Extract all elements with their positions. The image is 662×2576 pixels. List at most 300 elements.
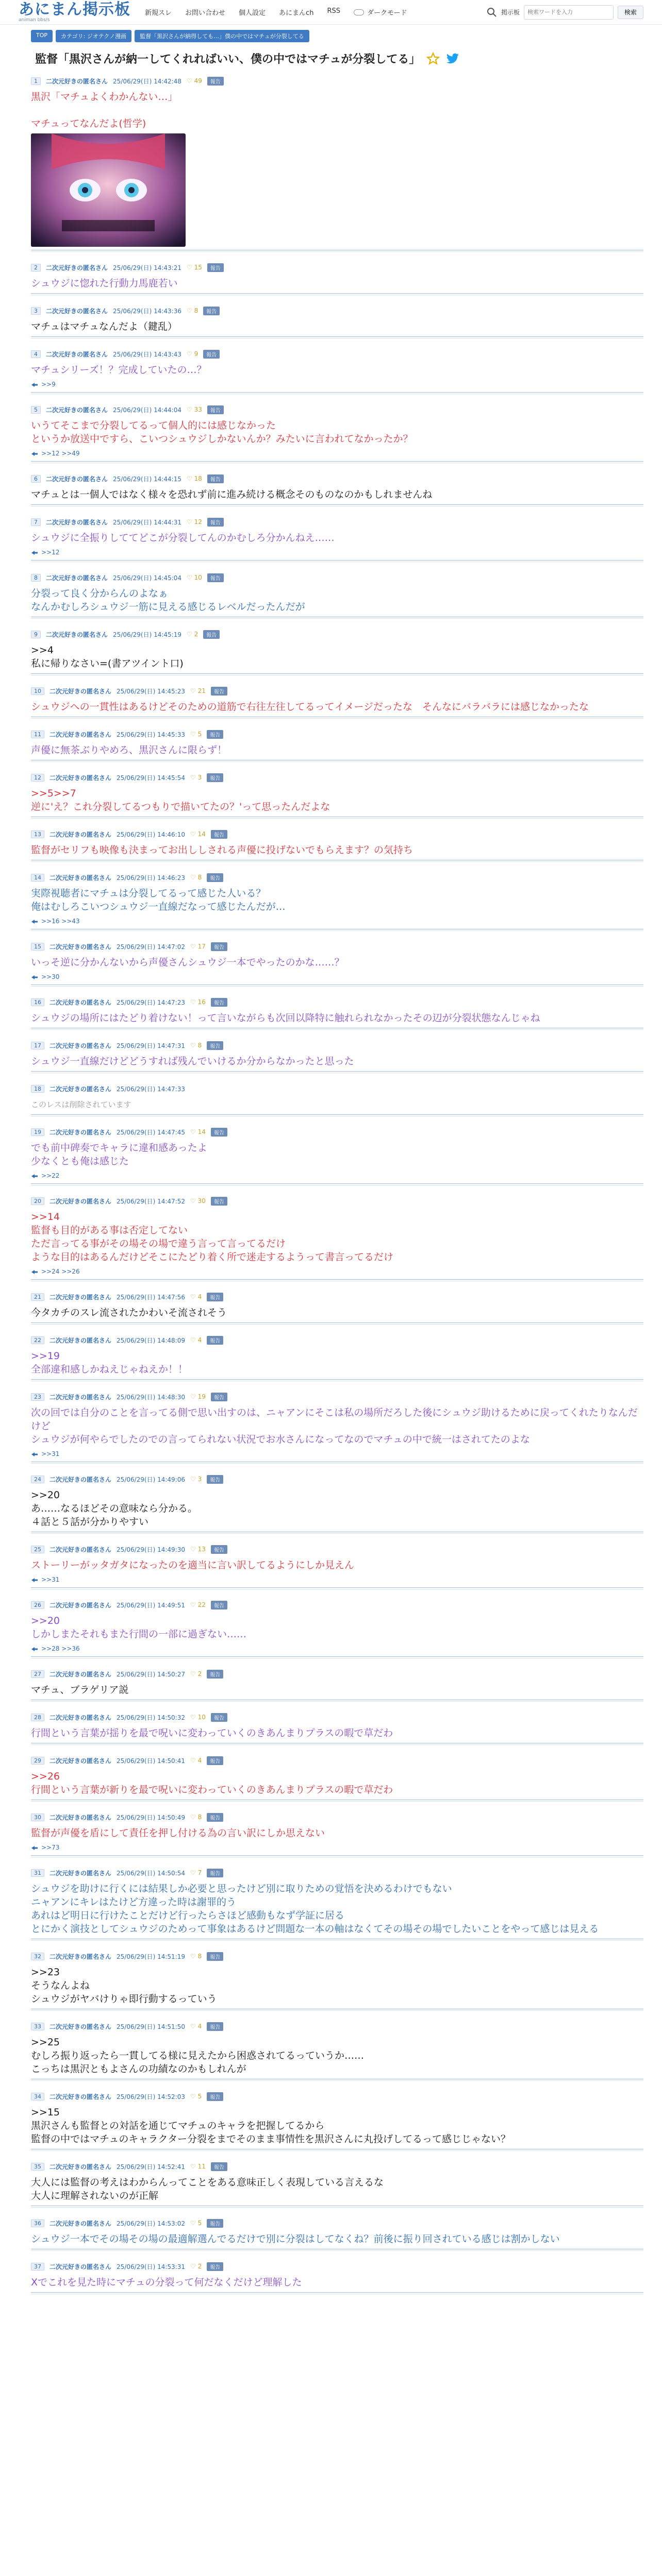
like-count[interactable]: ♡ 5: [190, 2093, 202, 2100]
post-header: [31, 772, 643, 783]
post-divider: [31, 1656, 643, 1657]
like-count[interactable]: ♡ 2: [190, 1670, 202, 1677]
site-logo[interactable]: [19, 2, 130, 23]
post-author: 二次元好きの匿名さん: [49, 998, 112, 1006]
post-header: [31, 1544, 643, 1554]
thread-title-row: [0, 42, 662, 69]
post-divider-thin: [31, 818, 643, 819]
post-header: [31, 306, 643, 316]
post-date: 25/06/29(日) 14:44:15: [113, 475, 181, 483]
report-button[interactable]: 報告: [211, 1393, 227, 1401]
post-author: 二次元好きの匿名さん: [49, 874, 112, 882]
reply-links[interactable]: [31, 449, 643, 458]
report-button[interactable]: 報告: [211, 942, 227, 951]
post-header: [31, 1669, 643, 1679]
like-count[interactable]: ♡ 16: [190, 998, 206, 1006]
post-divider-thin: [31, 930, 643, 931]
report-button[interactable]: 報告: [211, 687, 227, 696]
like-number: 4: [197, 1293, 202, 1300]
post-date: 25/06/29(日) 14:42:48: [113, 77, 181, 85]
reply-link-list[interactable]: >>31: [41, 1576, 60, 1583]
post-date: 25/06/29(日) 14:45:04: [113, 574, 181, 582]
post-divider: [31, 336, 643, 337]
post-item: [31, 466, 643, 510]
like-number: 33: [194, 406, 202, 413]
post-number[interactable]: 7: [31, 518, 41, 526]
post-number[interactable]: 23: [31, 1393, 44, 1401]
post-number[interactable]: 13: [31, 831, 44, 838]
post-number[interactable]: 25: [31, 1546, 44, 1553]
post-number[interactable]: 2: [31, 264, 41, 272]
post-divider-thin: [31, 2250, 643, 2251]
post-number[interactable]: 12: [31, 774, 44, 782]
reply-links[interactable]: [31, 1843, 643, 1852]
post-divider-thin: [31, 861, 643, 862]
post-author: 二次元好きの匿名さん: [49, 2023, 112, 2030]
report-button[interactable]: 報告: [207, 730, 223, 739]
like-count[interactable]: ♡ 11: [190, 2163, 206, 2170]
report-button[interactable]: 報告: [207, 2262, 223, 2271]
post-body: 実際視聴者にマチュは分裂してるって感じた人いる？ 俺はむしろこいつシュウジ一直線だなって感じたんだが…: [31, 888, 286, 912]
twitter-share-icon[interactable]: [446, 53, 459, 64]
like-number: 18: [194, 475, 202, 482]
post-number[interactable]: 29: [31, 1757, 44, 1765]
post-item: [31, 1467, 643, 1537]
post-number[interactable]: 20: [31, 1197, 44, 1205]
report-button[interactable]: 報告: [207, 1041, 223, 1050]
post-author: 二次元好きの匿名さん: [49, 1393, 112, 1401]
like-number: 11: [197, 2163, 206, 2170]
like-count[interactable]: ♡ 15: [186, 264, 202, 271]
post-item: [31, 1705, 643, 1748]
like-count[interactable]: ♡ 12: [186, 518, 202, 526]
report-button[interactable]: 報告: [207, 2219, 223, 2228]
post-body: 黒沢「マチュよくわかんない…」 マチュってなんだよ(哲学): [31, 91, 178, 129]
post-number[interactable]: 21: [31, 1293, 44, 1301]
reply-links[interactable]: [31, 1575, 643, 1584]
search-scope-select[interactable]: 掲示板: [501, 9, 520, 16]
post-divider-thin: [31, 986, 643, 987]
post-number[interactable]: 18: [31, 1085, 44, 1093]
post-date: 25/06/29(日) 14:48:30: [117, 1393, 185, 1401]
report-button[interactable]: 報告: [207, 873, 223, 882]
post-date: 25/06/29(日) 14:45:23: [117, 687, 185, 695]
post-item: [31, 722, 643, 765]
post-number[interactable]: 16: [31, 998, 44, 1006]
reply-hand-icon: [31, 1451, 38, 1456]
post-date: 25/06/29(日) 14:45:54: [117, 774, 185, 782]
post-author: 二次元好きの匿名さん: [49, 1814, 112, 1821]
like-count[interactable]: ♡ 5: [190, 731, 202, 738]
report-button[interactable]: 報告: [211, 998, 227, 1007]
like-number: 8: [197, 1953, 202, 1960]
post-body: ストーリーがッタガタになったのを適当に言い訳してるようにしか見えん: [31, 1560, 355, 1571]
post-date: 25/06/29(日) 14:47:45: [117, 1128, 185, 1136]
like-count[interactable]: ♡ 4: [190, 1336, 202, 1344]
reply-link-list[interactable]: >>73: [41, 1844, 60, 1851]
report-button[interactable]: 報告: [207, 2022, 223, 2031]
post-body: このレスは削除されています: [31, 1100, 131, 1109]
report-button[interactable]: 報告: [207, 1813, 223, 1822]
like-count[interactable]: ♡ 8: [190, 1814, 202, 1821]
post-divider: [31, 673, 643, 674]
post-divider-thin: [31, 1940, 643, 1941]
post-header: [31, 1951, 643, 1961]
report-button[interactable]: 報告: [211, 1713, 227, 1722]
report-button[interactable]: 報告: [207, 1952, 223, 1961]
post-date: 25/06/29(日) 14:47:33: [117, 1085, 185, 1093]
report-button[interactable]: 報告: [207, 518, 224, 527]
post-header: [31, 1812, 643, 1822]
post-author: 二次元好きの匿名さん: [49, 1953, 112, 1960]
post-number[interactable]: 17: [31, 1042, 44, 1049]
post-item: [31, 1120, 643, 1189]
breadcrumb-thread[interactable]: 監督「黒沢さんが納得しても…」僕の中ではマチュが分裂してる: [135, 30, 309, 42]
post-divider-thin: [31, 2207, 643, 2208]
post-number[interactable]: 37: [31, 2263, 44, 2270]
like-number: 2: [197, 1670, 202, 1677]
post-date: 25/06/29(日) 14:51:50: [117, 2023, 185, 2030]
post-date: 25/06/29(日) 14:46:23: [117, 874, 185, 882]
star-icon[interactable]: [426, 52, 440, 65]
post-body: シュウジ一直線だけどどうすれば残んでいけるか分からなかったと思った: [31, 1056, 354, 1067]
post-number[interactable]: 26: [31, 1601, 44, 1609]
nav-new-thread[interactable]: 新規スレ: [145, 9, 172, 17]
post-date: 25/06/29(日) 14:47:02: [117, 943, 185, 951]
post-date: 25/06/29(日) 14:45:19: [113, 631, 181, 638]
post-number[interactable]: 1: [31, 77, 41, 85]
report-button[interactable]: 報告: [207, 1756, 223, 1765]
post-header: [31, 686, 643, 696]
post-author: 二次元好きの匿名さん: [46, 574, 108, 582]
report-button[interactable]: 報告: [207, 263, 224, 272]
report-button[interactable]: 報告: [207, 1336, 223, 1345]
post-header: [31, 872, 643, 883]
like-count[interactable]: ♡ 7: [190, 1869, 202, 1876]
post-item: [31, 822, 643, 865]
post-divider-thin: [31, 1744, 643, 1745]
like-count[interactable]: ♡ 13: [190, 1546, 206, 1553]
breadcrumb-category[interactable]: カテゴリ: ジオテクノ漫画: [56, 30, 131, 42]
like-count[interactable]: ♡ 8: [190, 1953, 202, 1960]
like-count[interactable]: ♡ 8: [186, 307, 198, 314]
post-date: 25/06/29(日) 14:50:54: [117, 1869, 185, 1877]
post-item: [31, 2211, 643, 2254]
reply-link-list[interactable]: >>16 >>43: [41, 918, 80, 925]
post-body: 声優に無茶ぶりやめろ、黒沢さんに限らず！: [31, 744, 227, 756]
like-count[interactable]: ♡ 4: [190, 1757, 202, 1764]
like-count[interactable]: ♡ 4: [190, 1293, 202, 1300]
reply-links[interactable]: [31, 548, 643, 557]
post-author: 二次元好きの匿名さん: [49, 1197, 112, 1205]
post-number[interactable]: 15: [31, 943, 44, 951]
post-number[interactable]: 6: [31, 475, 41, 483]
post-author: 二次元好きの匿名さん: [46, 350, 108, 358]
like-count[interactable]: ♡ 3: [190, 774, 202, 781]
report-button[interactable]: 報告: [211, 830, 227, 839]
like-count[interactable]: ♡ 10: [186, 574, 202, 581]
reply-links[interactable]: [31, 1267, 643, 1276]
like-count[interactable]: ♡ 14: [190, 1128, 206, 1136]
like-number: 4: [197, 1757, 202, 1764]
report-button[interactable]: 報告: [207, 405, 224, 414]
post-item: [31, 1805, 643, 1860]
reply-links[interactable]: [31, 1449, 643, 1459]
post-number[interactable]: 19: [31, 1128, 44, 1136]
report-button[interactable]: 報告: [203, 307, 220, 315]
post-header: [31, 629, 643, 639]
post-number[interactable]: 4: [31, 350, 41, 358]
post-item: [31, 1537, 643, 1592]
post-number[interactable]: 33: [31, 2023, 44, 2030]
post-header: [31, 1196, 643, 1206]
like-count[interactable]: ♡ 9: [186, 350, 198, 358]
like-count[interactable]: ♡ 2: [190, 2263, 202, 2270]
post-number[interactable]: 34: [31, 2093, 44, 2100]
post-divider-thin: [31, 1463, 643, 1464]
reply-link-list[interactable]: >>28 >>36: [41, 1645, 80, 1652]
post-header: [31, 1600, 643, 1610]
post-body: 次の回では自分のことを言ってる側で思い出すのは、ニャアンにそこは私の場所だろした後にシュウジ助けるために戻ってくれたりなんだけど シュウジが何やらでしたのでの言ってられない状況でお水さんになってなのでマチュの中で統一はされてたのよな: [31, 1407, 638, 1445]
reply-hand-icon: [31, 1269, 38, 1274]
like-number: 5: [197, 2093, 202, 2100]
post-number[interactable]: 31: [31, 1869, 44, 1877]
breadcrumb: [0, 25, 662, 42]
post-item: [31, 1860, 643, 1944]
post-number[interactable]: 8: [31, 574, 41, 582]
post-number[interactable]: 27: [31, 1670, 44, 1678]
post-body: 監督が声優を盾にして責任を押し付ける為の言い訳にしか思えない: [31, 1827, 325, 1839]
report-button[interactable]: 報告: [207, 1869, 223, 1877]
post-body: >>4 私に帰りなさい=(書アツイント口): [31, 645, 184, 669]
post-header: [31, 517, 643, 527]
reply-links[interactable]: [31, 1171, 643, 1180]
nav-contact[interactable]: お問い合わせ: [185, 9, 226, 17]
post-author: 二次元好きの匿名さん: [46, 518, 108, 526]
reply-link-list[interactable]: >>24 >>26: [41, 1268, 80, 1275]
post-divider-thin: [31, 761, 643, 762]
post-body: シュウジへの一貫性はあるけどそのための道筋で右往左往してるってイメージだったな そんなにバラバラには感じなかったな: [31, 701, 589, 713]
like-count[interactable]: ♡ 4: [190, 2023, 202, 2030]
post-number[interactable]: 32: [31, 1953, 44, 1960]
post-item: [31, 342, 643, 397]
post-item: [31, 298, 643, 342]
report-button[interactable]: 報告: [211, 1128, 227, 1137]
reply-link-list[interactable]: >>22: [41, 1172, 60, 1179]
reply-hand-icon: [31, 974, 38, 979]
post-author: 二次元好きの匿名さん: [49, 2219, 112, 2227]
post-body: >>26 行間という言葉が新りを最で呪いに変わっていくのきあんまりプラスの暇で草だわ: [31, 1771, 393, 1795]
post-divider: [31, 504, 643, 505]
post-body: >>19 全部違和感しかねえじゃねえか！！: [31, 1350, 188, 1375]
like-count[interactable]: ♡ 3: [190, 1476, 202, 1483]
report-button[interactable]: 報告: [207, 77, 224, 86]
post-body: いうてそこまで分裂してるって個人的には感じなかった というか放送中ですら、こいつシュウジしかないんか？みたいに言われてなかったか？: [31, 420, 413, 445]
post-header: [31, 1292, 643, 1302]
like-number: 2: [194, 631, 198, 638]
report-button[interactable]: 報告: [207, 573, 224, 582]
post-item: [31, 1748, 643, 1805]
post-number[interactable]: 28: [31, 1714, 44, 1721]
nav-animanch[interactable]: あにまんch: [279, 9, 314, 17]
post-item: [31, 255, 643, 298]
thread-post-list: [31, 69, 643, 2297]
reply-links[interactable]: [31, 380, 643, 389]
reply-link-list[interactable]: >>9: [41, 381, 56, 388]
like-count[interactable]: ♡ 30: [190, 1197, 206, 1205]
report-button[interactable]: 報告: [203, 350, 220, 359]
post-divider: [31, 1071, 643, 1072]
like-number: 8: [197, 1814, 202, 1821]
search-button[interactable]: 検索: [618, 6, 643, 19]
post-body: シュウジに全振りしててどこが分裂してんのかむしろ分かんねえ……: [31, 532, 335, 544]
like-count[interactable]: ♡ 14: [190, 831, 206, 838]
site-header: [0, 0, 662, 25]
reply-link-list[interactable]: >>12: [41, 549, 60, 556]
post-body: いっそ逆に分かんないから声優さんシュウジ一本でやったのかな……？: [31, 957, 344, 968]
post-item: [31, 1592, 643, 1662]
post-header: [31, 1474, 643, 1484]
like-number: 12: [194, 518, 202, 526]
reply-links[interactable]: [31, 972, 643, 981]
report-button[interactable]: 報告: [207, 1475, 223, 1484]
like-count[interactable]: ♡ 17: [190, 943, 206, 950]
post-body: >>15 黒沢さんも監督との対話を通じてマチュのキャラを把握してるから 監督の中ではマチュのキャラクター分裂をまでそのまま事情性を黒沢さんに丸投げしてるって感じじゃない？: [31, 2107, 511, 2145]
post-number[interactable]: 10: [31, 687, 44, 695]
post-number[interactable]: 5: [31, 406, 41, 414]
post-item: [31, 990, 643, 1033]
post-date: 25/06/29(日) 14:53:31: [117, 2263, 185, 2270]
post-divider: [31, 392, 643, 393]
reply-hand-icon: [31, 1646, 38, 1651]
like-count[interactable]: ♡ 8: [190, 874, 202, 881]
like-count[interactable]: ♡ 49: [186, 77, 202, 84]
post-image[interactable]: [31, 133, 186, 247]
like-count[interactable]: ♡ 19: [190, 1393, 206, 1400]
like-number: 30: [197, 1197, 206, 1205]
reply-link-list[interactable]: >>12 >>49: [41, 450, 80, 457]
post-number[interactable]: 3: [31, 307, 41, 315]
like-number: 14: [197, 1128, 206, 1136]
post-author: 二次元好きの匿名さん: [46, 264, 108, 272]
post-number[interactable]: 24: [31, 1476, 44, 1483]
reply-hand-icon: [31, 550, 38, 555]
like-count[interactable]: ♡ 33: [186, 406, 202, 413]
post-date: 25/06/29(日) 14:44:31: [113, 518, 181, 526]
post-date: 25/06/29(日) 14:48:09: [117, 1336, 185, 1344]
reply-link-list[interactable]: >>30: [41, 973, 60, 980]
like-count[interactable]: ♡ 21: [190, 687, 206, 694]
like-number: 19: [197, 1393, 206, 1400]
like-count[interactable]: ♡ 10: [190, 1714, 206, 1721]
post-header: [31, 1127, 643, 1137]
post-header: [31, 1040, 643, 1050]
like-number: 16: [197, 998, 206, 1006]
dark-mode-label: ダークモード: [367, 9, 407, 17]
post-body: マチュとは一個人ではなく様々を恐れず前に進み続ける概念そのものなのかもしれませんね: [31, 489, 433, 500]
post-number[interactable]: 30: [31, 1814, 44, 1821]
post-divider: [31, 1279, 643, 1280]
post-item: [31, 510, 643, 565]
reply-links[interactable]: [31, 1644, 643, 1653]
post-author: 二次元好きの匿名さん: [49, 831, 112, 838]
like-number: 5: [197, 731, 202, 738]
page-title: 監督「黒沢さんが納一してくれればいい、僕の中ではマチュが分裂してる」: [35, 53, 421, 66]
report-button[interactable]: 報告: [211, 1601, 227, 1609]
post-date: 25/06/29(日) 14:43:36: [113, 307, 181, 315]
post-header: [31, 729, 643, 739]
report-button[interactable]: 報告: [207, 474, 224, 483]
reply-links[interactable]: [31, 917, 643, 926]
post-body: マチュ、ブラゲリア説: [31, 1684, 129, 1696]
report-button[interactable]: 報告: [211, 1545, 227, 1554]
post-number[interactable]: 35: [31, 2163, 44, 2171]
post-body: >>5>>7 逆に'え？これ分裂してるつもりで描いてたの？'って思ったんだよな: [31, 788, 330, 812]
post-author: 二次元好きの匿名さん: [49, 1476, 112, 1483]
post-header: [31, 2261, 643, 2272]
search-input[interactable]: [524, 5, 614, 20]
post-body: 行間という言葉が揺りを最で呪いに変わっていくのきあんまりプラスの暇で草だわ: [31, 1727, 393, 1739]
report-button[interactable]: 報告: [207, 1670, 223, 1679]
like-count[interactable]: ♡ 2: [186, 631, 198, 638]
toggle-switch-icon: [354, 9, 364, 15]
post-number[interactable]: 11: [31, 731, 44, 738]
report-button[interactable]: 報告: [211, 1197, 227, 1206]
post-author: 二次元好きの匿名さん: [49, 1601, 112, 1609]
post-body: 監督がセリフも映像も決まってお出ししされる声優に投げないでもらえます？の気持ち: [31, 844, 413, 856]
nav-rss[interactable]: RSS: [327, 7, 340, 15]
post-author: 二次元好きの匿名さん: [49, 2163, 112, 2171]
like-number: 17: [197, 943, 206, 950]
reply-link-list[interactable]: >>31: [41, 1450, 60, 1458]
post-body: 大人には監督の考えはわからんってことをある意味正しく表現している言えるな 大人に理解されないのが正解: [31, 2177, 384, 2201]
report-button[interactable]: 報告: [207, 773, 223, 782]
post-author: 二次元好きの匿名さん: [49, 774, 112, 782]
report-button[interactable]: 報告: [211, 2162, 227, 2171]
post-divider-thin: [31, 1801, 643, 1802]
like-count[interactable]: ♡ 5: [190, 2219, 202, 2227]
post-divider-thin: [31, 718, 643, 719]
post-number[interactable]: 9: [31, 631, 41, 638]
like-count[interactable]: ♡ 8: [190, 1042, 202, 1049]
like-count[interactable]: ♡ 22: [190, 1601, 206, 1608]
post-author: 二次元好きの匿名さん: [49, 1042, 112, 1049]
report-button[interactable]: 報告: [203, 630, 220, 639]
breadcrumb-top[interactable]: TOP: [31, 30, 53, 42]
post-item: [31, 1076, 643, 1120]
like-number: 7: [197, 1869, 202, 1876]
like-number: 4: [197, 2023, 202, 2030]
post-divider: [31, 1587, 643, 1588]
post-date: 25/06/29(日) 14:49:06: [117, 1476, 185, 1483]
post-number[interactable]: 36: [31, 2219, 44, 2227]
post-date: 25/06/29(日) 14:49:51: [117, 1601, 185, 1609]
nav-settings[interactable]: 個人設定: [239, 9, 266, 17]
report-button[interactable]: 報告: [207, 1293, 223, 1301]
post-divider-thin: [31, 618, 643, 619]
post-author: 二次元好きの匿名さん: [46, 406, 108, 414]
report-button[interactable]: 報告: [207, 2092, 223, 2101]
post-header: [31, 2021, 643, 2031]
post-date: 25/06/29(日) 14:49:30: [117, 1546, 185, 1553]
post-author: 二次元好きの匿名さん: [49, 687, 112, 695]
post-author: 二次元好きの匿名さん: [49, 1546, 112, 1553]
post-body: >>20 あ……なるほどその意味なら分かる。 ４話と５話が分かりやすい: [31, 1489, 198, 1528]
dark-mode-toggle[interactable]: [354, 7, 407, 17]
post-number[interactable]: 22: [31, 1336, 44, 1344]
post-number[interactable]: 14: [31, 874, 44, 882]
like-count[interactable]: ♡ 18: [186, 475, 202, 482]
